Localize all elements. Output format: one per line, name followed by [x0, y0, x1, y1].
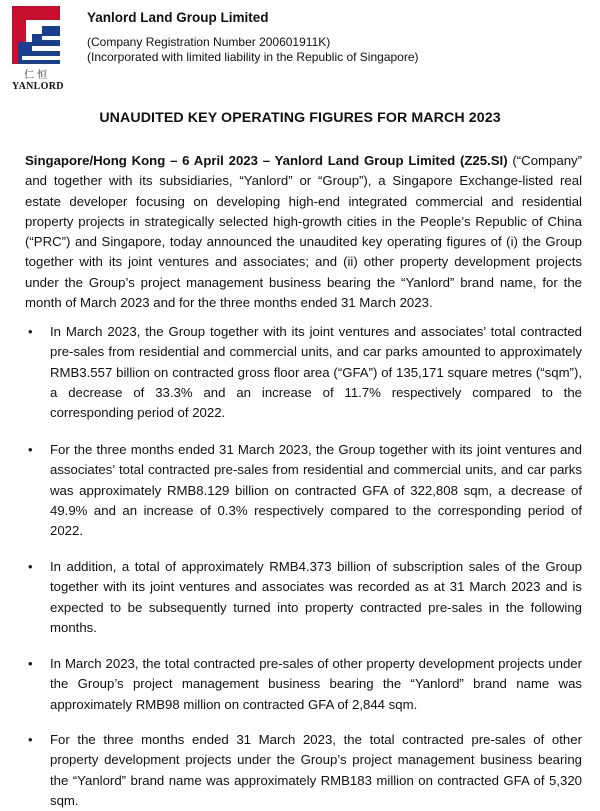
bullet-dot: •: [28, 559, 33, 574]
letterhead: [10, 6, 590, 94]
company-logo: [12, 6, 64, 92]
bullet-text: In March 2023, the total contracted pre-sales of other property development projects under the Group’s project management business bearing the “Yanlord” brand name was approximately RMB98 million on contracted GFA of 2,844 sqm.: [50, 656, 582, 712]
bullet-item: [28, 322, 582, 423]
bullet-item: [28, 654, 582, 715]
bullet-dot: •: [28, 324, 33, 339]
bullet-dot: •: [28, 732, 33, 747]
bullet-text: In addition, a total of approximately RMB4.373 billion of subscription sales of the Group together with its joint ventures and associates was recorded as at 31 March 2023 and is expected to be subsequently turned into property contracted pre-sales in the following months.: [50, 559, 582, 635]
intro-paragraph: [25, 151, 582, 313]
document-title: UNAUDITED KEY OPERATING FIGURES FOR MARCH 2023: [99, 110, 501, 126]
company-info: [87, 6, 419, 64]
yanlord-logo-icon: [12, 6, 60, 64]
bullet-dot: •: [28, 442, 33, 457]
intro-body: (“Company” and together with its subsidiaries, “Yanlord” or “Group”), a Singapore Exchange-listed real estate developer focusing on developing high-end integrated commercial and residential property projects in strategically selected high-growth cities in the People’s Republic of China (“PRC”) and Singapore, today announced the unaudited key operating figures of (i) the Group together with its joint ventures and associates; and (ii) other property development projects under the Group’s project management business bearing the “Yanlord” brand name, for the month of March 2023 and for the three months ended 31 March 2023.: [25, 153, 583, 311]
bullet-text: In March 2023, the Group together with its joint ventures and associates’ total contracted pre-sales from residential and commercial units, and car parks amounted to approximately RMB3.557 billion on contracted gross floor area (“GFA”) of 135,171 square metres (“sqm”), a decrease of 33.3% and an increase of 11.7% respectively compared to the corresponding period of 2022.: [50, 324, 582, 421]
bullet-text: For the three months ended 31 March 2023, the total contracted pre-sales of other property development projects under the Group’s project management business bearing the “Yanlord” brand name was approximately RMB183 million on contracted GFA of 5,320 sqm.: [50, 732, 582, 808]
bullet-item: [28, 557, 582, 638]
logo-chinese-text: 仁恒: [24, 70, 50, 81]
bullet-dot: •: [28, 656, 33, 671]
registration-number: (Company Registration Number 200601911K): [87, 35, 331, 49]
bullet-item: [28, 440, 582, 541]
incorporation-note: (Incorporated with limited liability in the Republic of Singapore): [87, 50, 419, 64]
intro-lead: Singapore/Hong Kong – 6 April 2023 – Yanlord Land Group Limited (Z25.SI): [25, 153, 508, 168]
bullet-text: For the three months ended 31 March 2023, the Group together with its joint ventures and associates’ total contracted pre-sales from residential and commercial units, and car parks was approximately RMB8.129 billion on contracted GFA of 322,808 sqm, a decrease of 49.9% and an increase of 0.3% respectively compared to the corresponding period of 2022.: [50, 442, 582, 539]
bullet-item: [28, 730, 582, 811]
company-name: Yanlord Land Group Limited: [87, 10, 269, 25]
logo-english-text: YANLORD: [12, 81, 64, 92]
